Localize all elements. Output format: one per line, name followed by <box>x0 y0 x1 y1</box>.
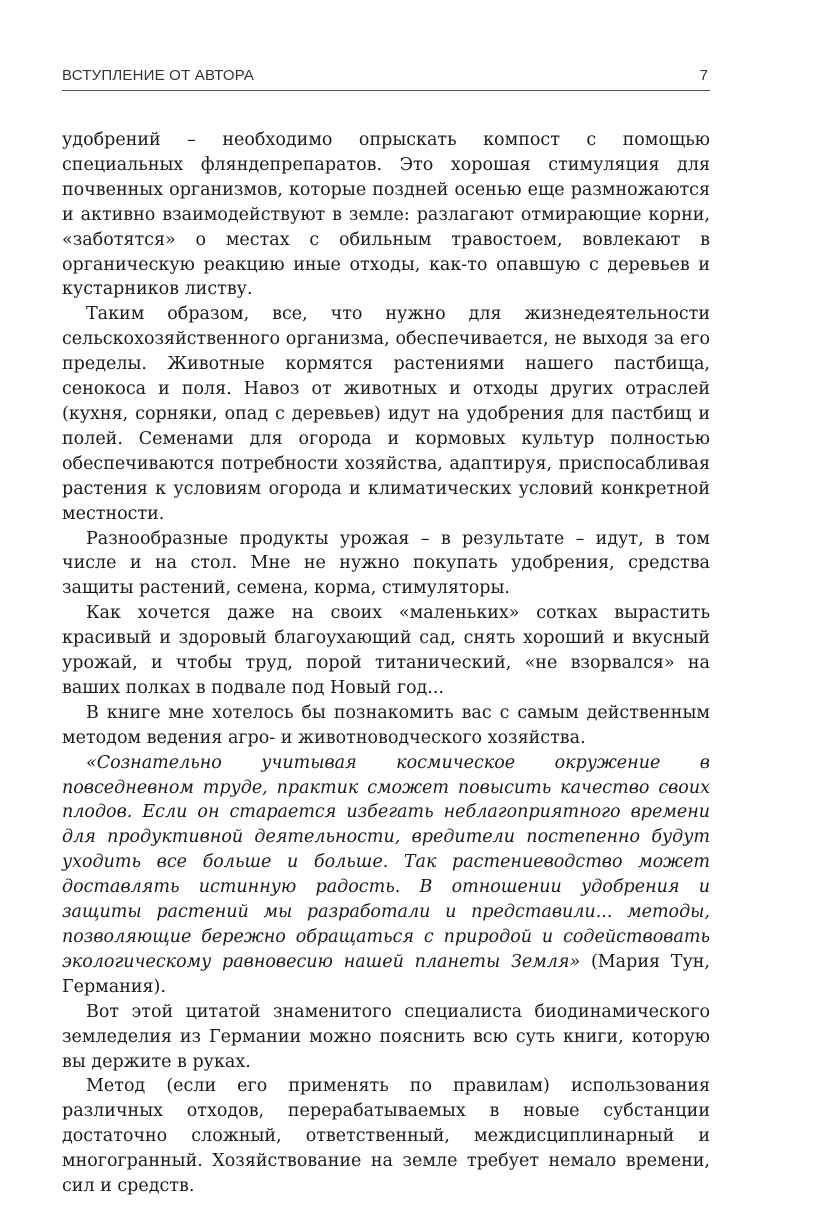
paragraph-continuation: удобрений – необходимо опрыскать компост с помощью специальных фляндепрепаратов. Это хорошая стимуляция для почвенных организмов, которые поздней осенью еще размножаются и активно взаимодействуют в земле: разлагают отмирающие корни, «заботятся» о местах с обильным травостоем, вовлекают в органическую реакцию иные отходы, как-то опавшую с деревьев и кустарников листву. <box>62 130 710 300</box>
paragraph: Разнообразные продукты урожая – в результате – идут, в том числе и на стол. Мне не нужно покупать удобрения, средства защиты растений, семена, корма, стимуляторы. <box>62 528 710 599</box>
quote-text: «Сознательно учитывая космическое окружение в повседневном труде, практик сможет повысить качество своих плодов. Если он старается избегать неблагоприятного времени для продуктивной деятельности, вредители постепенно будут уходить все больше и больше. Так растениеводство может доставлять истинную радость. В отношении удобрения и защиты растений мы разработали и представили... методы, позволяющие бережно обращаться с природой и содействовать экологическому равновесию нашей планеты Земля» <box>62 752 710 972</box>
running-head <box>62 66 710 91</box>
body-text <box>62 128 710 1199</box>
paragraph: Метод (если его применять по правилам) использования различных отходов, перерабатываемых в новые субстанции достаточно сложный, ответственный, междисциплинарный и многогранный. Хозяйствование на земле требует немало времени, сил и средств. <box>62 1076 710 1197</box>
section-title: ВСТУПЛЕНИЕ ОТ АВТОРА <box>62 67 255 84</box>
quote-source: (Мария Тун, Германия). <box>62 951 710 997</box>
page-number: 7 <box>699 67 708 84</box>
paragraph: Как хочется даже на своих «маленьких» сотках вырастить красивый и здоровый благоухающий сад, снять хороший и вкусный урожай, и чтобы труд, порой титанический, «не взорвался» на ваших полках в подвале под Новый год... <box>62 603 710 698</box>
paragraph: Таким образом, все, что нужно для жизнедеятельности сельскохозяйственного организма, обеспечивается, не выходя за его пределы. Животные кормятся растениями нашего пастбища, сенокоса и поля. Навоз от животных и отходы других отраслей (кухня, сорняки, опад с деревьев) идут на удобрения для пастбищ и полей. Семенами для огорода и кормовых культур полностью обеспечиваются потребности хозяйства, адаптируя, приспосабливая растения к условиям огорода и климатических условий конкретной местности. <box>62 304 710 524</box>
quote-paragraph <box>62 751 710 1000</box>
paragraph: Вот этой цитатой знаменитого специалиста биодинамического земледелия из Германии можно пояснить всю суть книги, которую вы держите в руках. <box>62 1001 710 1072</box>
paragraph: В книге мне хотелось бы познакомить вас с самым действенным методом ведения агро- и животноводческого хозяйства. <box>62 702 710 748</box>
